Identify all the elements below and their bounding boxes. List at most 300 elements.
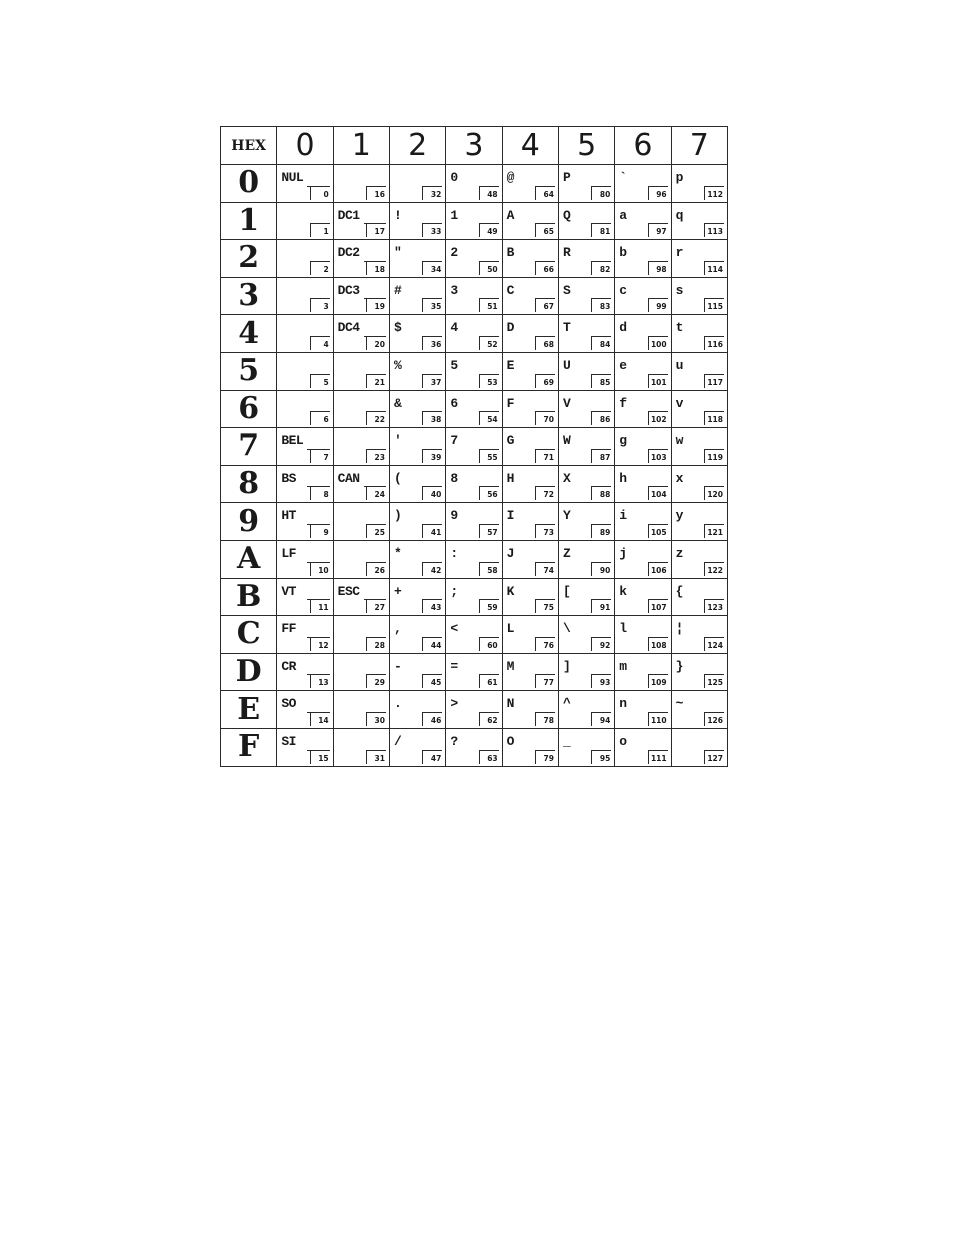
code-cell xyxy=(277,691,333,729)
row-header: 9 xyxy=(221,503,277,541)
character-label: G xyxy=(506,433,514,449)
decimal-code-box: 14 xyxy=(310,712,330,726)
character-label: n xyxy=(619,696,627,712)
code-cell xyxy=(389,616,445,654)
character-label: " xyxy=(393,245,402,261)
decimal-code-box: 101 xyxy=(648,374,668,388)
decimal-code-box: 42 xyxy=(422,562,442,576)
code-cell xyxy=(615,202,671,240)
character-label: x xyxy=(675,470,683,486)
decimal-code-box: 10 xyxy=(310,562,330,576)
decimal-code-box: 38 xyxy=(422,411,442,425)
character-label: J xyxy=(506,545,514,561)
decimal-code-box: 115 xyxy=(704,298,724,312)
decimal-code-box: 108 xyxy=(648,637,668,651)
code-cell xyxy=(671,653,727,691)
code-cell xyxy=(277,277,333,315)
character-label: + xyxy=(393,583,402,599)
code-cell xyxy=(558,653,614,691)
character-label: $ xyxy=(393,320,402,336)
character-label: DC4 xyxy=(337,320,360,336)
code-cell xyxy=(558,728,614,766)
decimal-code-box: 90 xyxy=(591,562,611,576)
code-cell xyxy=(277,240,333,278)
character-label: N xyxy=(506,696,514,712)
decimal-code-box: 76 xyxy=(535,637,555,651)
code-cell xyxy=(558,240,614,278)
code-cell xyxy=(389,240,445,278)
decimal-code-box: 119 xyxy=(704,449,724,463)
character-label: _ xyxy=(562,733,571,749)
hex-corner-label: HEX xyxy=(221,127,277,165)
code-cell xyxy=(389,691,445,729)
character-label: S xyxy=(562,282,571,298)
character-label: p xyxy=(675,170,683,185)
column-header: 1 xyxy=(333,127,389,165)
code-cell xyxy=(446,202,502,240)
row-header: B xyxy=(221,578,277,616)
code-cell xyxy=(277,465,333,503)
character-label: m xyxy=(619,658,627,674)
decimal-code-box: 24 xyxy=(366,486,386,500)
decimal-code-box: 70 xyxy=(535,411,555,425)
decimal-code-box: 52 xyxy=(479,336,499,350)
character-label: DC1 xyxy=(337,207,360,223)
code-cell xyxy=(277,390,333,428)
code-cell xyxy=(671,691,727,729)
character-label: : xyxy=(450,545,458,561)
character-label: ! xyxy=(393,207,402,223)
decimal-code-box: 114 xyxy=(704,261,724,275)
decimal-code-box: 77 xyxy=(535,674,555,688)
decimal-code-box: 103 xyxy=(648,449,668,463)
character-label: % xyxy=(393,357,402,373)
code-cell xyxy=(671,503,727,541)
code-cell xyxy=(277,352,333,390)
row-header: 4 xyxy=(221,315,277,353)
decimal-code-box: 6 xyxy=(310,411,330,425)
code-cell xyxy=(502,277,558,315)
decimal-code-box: 87 xyxy=(591,449,611,463)
character-label: 8 xyxy=(450,470,458,486)
decimal-code-box: 124 xyxy=(704,637,724,651)
character-label: [ xyxy=(562,583,571,599)
code-cell xyxy=(502,653,558,691)
decimal-code-box: 16 xyxy=(366,186,386,200)
code-cell xyxy=(671,315,727,353)
character-label: \ xyxy=(562,621,571,637)
code-cell xyxy=(446,352,502,390)
row-header: 7 xyxy=(221,428,277,466)
decimal-code-box: 48 xyxy=(479,186,499,200)
character-label: ( xyxy=(393,470,402,486)
code-cell xyxy=(446,503,502,541)
code-cell xyxy=(671,578,727,616)
code-cell xyxy=(333,540,389,578)
code-cell xyxy=(615,428,671,466)
character-label: s xyxy=(675,282,683,298)
character-label: VT xyxy=(281,583,296,599)
character-label: SO xyxy=(281,696,296,712)
character-label: B xyxy=(506,245,514,261)
decimal-code-box: 43 xyxy=(422,599,442,613)
decimal-code-box: 3 xyxy=(310,298,330,312)
decimal-code-box: 17 xyxy=(366,223,386,237)
table-row xyxy=(221,315,728,353)
decimal-code-box: 89 xyxy=(591,524,611,538)
code-cell xyxy=(615,540,671,578)
table-row xyxy=(221,390,728,428)
code-cell xyxy=(615,465,671,503)
row-header: A xyxy=(221,540,277,578)
decimal-code-box: 95 xyxy=(591,750,611,764)
character-label: e xyxy=(619,357,627,373)
row-header: F xyxy=(221,728,277,766)
row-header: D xyxy=(221,653,277,691)
character-label: l xyxy=(619,621,627,637)
character-label: L xyxy=(506,621,514,637)
character-label: M xyxy=(506,658,514,674)
decimal-code-box: 82 xyxy=(591,261,611,275)
decimal-code-box: 107 xyxy=(648,599,668,613)
column-header: 6 xyxy=(615,127,671,165)
decimal-code-box: 94 xyxy=(591,712,611,726)
character-label: < xyxy=(450,621,458,637)
code-cell xyxy=(502,540,558,578)
table-row xyxy=(221,165,728,203)
code-cell xyxy=(277,315,333,353)
code-cell xyxy=(671,240,727,278)
code-cell xyxy=(615,315,671,353)
code-cell xyxy=(277,165,333,203)
character-label: . xyxy=(393,696,402,712)
code-cell xyxy=(446,616,502,654)
character-label: i xyxy=(619,508,627,524)
column-header: 4 xyxy=(502,127,558,165)
character-label: * xyxy=(393,545,402,561)
decimal-code-box: 105 xyxy=(648,524,668,538)
decimal-code-box: 96 xyxy=(648,186,668,200)
character-label: BS xyxy=(281,470,296,486)
character-label: SI xyxy=(281,733,296,749)
code-cell xyxy=(389,165,445,203)
code-cell xyxy=(558,390,614,428)
decimal-code-box: 45 xyxy=(422,674,442,688)
character-label: R xyxy=(562,245,571,261)
code-cell xyxy=(277,428,333,466)
character-label: u xyxy=(675,357,683,373)
character-label: 4 xyxy=(450,320,458,336)
decimal-code-box: 34 xyxy=(422,261,442,275)
column-header: 5 xyxy=(558,127,614,165)
decimal-code-box: 33 xyxy=(422,223,442,237)
code-cell xyxy=(558,616,614,654)
character-label: 0 xyxy=(450,170,458,185)
code-cell xyxy=(333,165,389,203)
decimal-code-box: 113 xyxy=(704,223,724,237)
character-label: k xyxy=(619,583,627,599)
character-label: j xyxy=(619,545,627,561)
decimal-code-box: 8 xyxy=(310,486,330,500)
decimal-code-box: 121 xyxy=(704,524,724,538)
code-cell xyxy=(277,503,333,541)
character-label: 1 xyxy=(450,207,458,223)
decimal-code-box: 58 xyxy=(479,562,499,576)
column-header: 2 xyxy=(389,127,445,165)
code-cell xyxy=(671,202,727,240)
decimal-code-box: 1 xyxy=(310,223,330,237)
code-cell xyxy=(615,728,671,766)
character-label: = xyxy=(450,658,458,674)
row-header: 5 xyxy=(221,352,277,390)
character-label: - xyxy=(393,658,402,674)
decimal-code-box: 15 xyxy=(310,750,330,764)
character-label: O xyxy=(506,733,514,749)
character-label: & xyxy=(393,395,402,411)
code-cell xyxy=(558,540,614,578)
code-cell xyxy=(389,202,445,240)
code-cell xyxy=(502,240,558,278)
decimal-code-box: 64 xyxy=(535,186,555,200)
decimal-code-box: 28 xyxy=(366,637,386,651)
decimal-code-box: 123 xyxy=(704,599,724,613)
code-cell xyxy=(615,277,671,315)
code-cell xyxy=(615,691,671,729)
decimal-code-box: 117 xyxy=(704,374,724,388)
code-cell xyxy=(615,503,671,541)
row-header: 2 xyxy=(221,240,277,278)
table-row xyxy=(221,503,728,541)
character-label: T xyxy=(562,320,571,336)
table-row xyxy=(221,202,728,240)
code-cell xyxy=(671,465,727,503)
decimal-code-box: 104 xyxy=(648,486,668,500)
code-cell xyxy=(277,540,333,578)
character-label: V xyxy=(562,395,571,411)
code-cell xyxy=(671,277,727,315)
row-header: E xyxy=(221,691,277,729)
decimal-code-box: 13 xyxy=(310,674,330,688)
code-cell xyxy=(615,578,671,616)
code-cell xyxy=(671,428,727,466)
character-label: CR xyxy=(281,658,296,674)
row-header: 1 xyxy=(221,202,277,240)
decimal-code-box: 65 xyxy=(535,223,555,237)
decimal-code-box: 9 xyxy=(310,524,330,538)
character-label: 3 xyxy=(450,282,458,298)
character-label: # xyxy=(393,282,402,298)
column-header: 3 xyxy=(446,127,502,165)
decimal-code-box: 37 xyxy=(422,374,442,388)
code-cell xyxy=(502,578,558,616)
code-cell xyxy=(446,691,502,729)
table-row xyxy=(221,616,728,654)
character-label: w xyxy=(675,433,683,449)
code-cell xyxy=(558,315,614,353)
decimal-code-box: 79 xyxy=(535,750,555,764)
code-cell xyxy=(333,390,389,428)
character-label: E xyxy=(506,357,514,373)
decimal-code-box: 2 xyxy=(310,261,330,275)
character-label: 2 xyxy=(450,245,458,261)
decimal-code-box: 99 xyxy=(648,298,668,312)
decimal-code-box: 69 xyxy=(535,374,555,388)
code-cell xyxy=(615,165,671,203)
decimal-code-box: 29 xyxy=(366,674,386,688)
character-label: c xyxy=(619,282,627,298)
code-cell xyxy=(389,465,445,503)
decimal-code-box: 23 xyxy=(366,449,386,463)
character-label: 9 xyxy=(450,508,458,524)
decimal-code-box: 4 xyxy=(310,336,330,350)
table-row xyxy=(221,428,728,466)
character-label: y xyxy=(675,508,683,524)
decimal-code-box: 55 xyxy=(479,449,499,463)
decimal-code-box: 109 xyxy=(648,674,668,688)
character-label: d xyxy=(619,320,627,336)
character-label: ? xyxy=(450,733,458,749)
code-cell xyxy=(333,653,389,691)
character-label: LF xyxy=(281,545,296,561)
code-cell xyxy=(389,540,445,578)
character-label: ; xyxy=(450,583,458,599)
decimal-code-box: 122 xyxy=(704,562,724,576)
code-cell xyxy=(333,315,389,353)
code-cell xyxy=(558,503,614,541)
character-label: NUL xyxy=(281,170,304,185)
decimal-code-box: 73 xyxy=(535,524,555,538)
code-cell xyxy=(558,352,614,390)
code-cell xyxy=(671,728,727,766)
code-cell xyxy=(558,165,614,203)
character-label: W xyxy=(562,433,571,449)
decimal-code-box: 39 xyxy=(422,449,442,463)
table-row xyxy=(221,540,728,578)
decimal-code-box: 0 xyxy=(310,186,330,200)
character-label: a xyxy=(619,207,627,223)
decimal-code-box: 27 xyxy=(366,599,386,613)
column-header: 7 xyxy=(671,127,727,165)
decimal-code-box: 30 xyxy=(366,712,386,726)
code-cell xyxy=(389,277,445,315)
decimal-code-box: 56 xyxy=(479,486,499,500)
code-cell xyxy=(446,390,502,428)
decimal-code-box: 62 xyxy=(479,712,499,726)
code-cell xyxy=(502,165,558,203)
row-header: C xyxy=(221,616,277,654)
code-cell xyxy=(333,352,389,390)
decimal-code-box: 78 xyxy=(535,712,555,726)
decimal-code-box: 12 xyxy=(310,637,330,651)
code-cell xyxy=(389,390,445,428)
code-cell xyxy=(558,277,614,315)
decimal-code-box: 80 xyxy=(591,186,611,200)
character-label: I xyxy=(506,508,514,524)
code-cell xyxy=(502,428,558,466)
code-cell xyxy=(615,616,671,654)
decimal-code-box: 72 xyxy=(535,486,555,500)
code-cell xyxy=(389,352,445,390)
character-label: 7 xyxy=(450,433,458,449)
decimal-code-box: 106 xyxy=(648,562,668,576)
code-cell xyxy=(671,540,727,578)
code-cell xyxy=(558,578,614,616)
code-cell xyxy=(277,728,333,766)
character-label: q xyxy=(675,207,683,223)
code-cell xyxy=(502,390,558,428)
character-label: v xyxy=(675,395,683,411)
decimal-code-box: 102 xyxy=(648,411,668,425)
decimal-code-box: 84 xyxy=(591,336,611,350)
character-label: DC2 xyxy=(337,245,360,261)
character-label: g xyxy=(619,433,627,449)
decimal-code-box: 126 xyxy=(704,712,724,726)
code-cell xyxy=(502,202,558,240)
code-cell xyxy=(333,616,389,654)
decimal-code-box: 85 xyxy=(591,374,611,388)
code-cell xyxy=(446,465,502,503)
decimal-code-box: 67 xyxy=(535,298,555,312)
table-row xyxy=(221,352,728,390)
decimal-code-box: 32 xyxy=(422,186,442,200)
character-label: ` xyxy=(619,170,627,185)
decimal-code-box: 75 xyxy=(535,599,555,613)
decimal-code-box: 57 xyxy=(479,524,499,538)
code-cell xyxy=(502,728,558,766)
code-cell xyxy=(502,465,558,503)
character-label: Z xyxy=(562,545,571,561)
character-label: BEL xyxy=(281,433,304,449)
character-label: D xyxy=(506,320,514,336)
character-label: { xyxy=(675,583,683,599)
code-cell xyxy=(502,315,558,353)
decimal-code-box: 66 xyxy=(535,261,555,275)
decimal-code-box: 63 xyxy=(479,750,499,764)
decimal-code-box: 120 xyxy=(704,486,724,500)
character-label: r xyxy=(675,245,683,261)
code-cell xyxy=(558,428,614,466)
decimal-code-box: 88 xyxy=(591,486,611,500)
character-label: P xyxy=(562,170,571,185)
decimal-code-box: 22 xyxy=(366,411,386,425)
character-label: o xyxy=(619,733,627,749)
decimal-code-box: 7 xyxy=(310,449,330,463)
ascii-code-table xyxy=(220,126,728,767)
decimal-code-box: 100 xyxy=(648,336,668,350)
decimal-code-box: 40 xyxy=(422,486,442,500)
decimal-code-box: 68 xyxy=(535,336,555,350)
code-cell xyxy=(277,578,333,616)
code-cell xyxy=(333,691,389,729)
decimal-code-box: 19 xyxy=(366,298,386,312)
table-row xyxy=(221,277,728,315)
decimal-code-box: 46 xyxy=(422,712,442,726)
character-label: FF xyxy=(281,621,296,637)
row-header: 6 xyxy=(221,390,277,428)
character-label: ) xyxy=(393,508,402,524)
character-label: f xyxy=(619,395,627,411)
decimal-code-box: 118 xyxy=(704,411,724,425)
character-label: ' xyxy=(393,433,402,449)
character-label: U xyxy=(562,357,571,373)
character-label: A xyxy=(506,207,514,223)
decimal-code-box: 26 xyxy=(366,562,386,576)
code-cell xyxy=(277,653,333,691)
decimal-code-box: 21 xyxy=(366,374,386,388)
decimal-code-box: 91 xyxy=(591,599,611,613)
character-label: @ xyxy=(506,170,514,185)
decimal-code-box: 93 xyxy=(591,674,611,688)
